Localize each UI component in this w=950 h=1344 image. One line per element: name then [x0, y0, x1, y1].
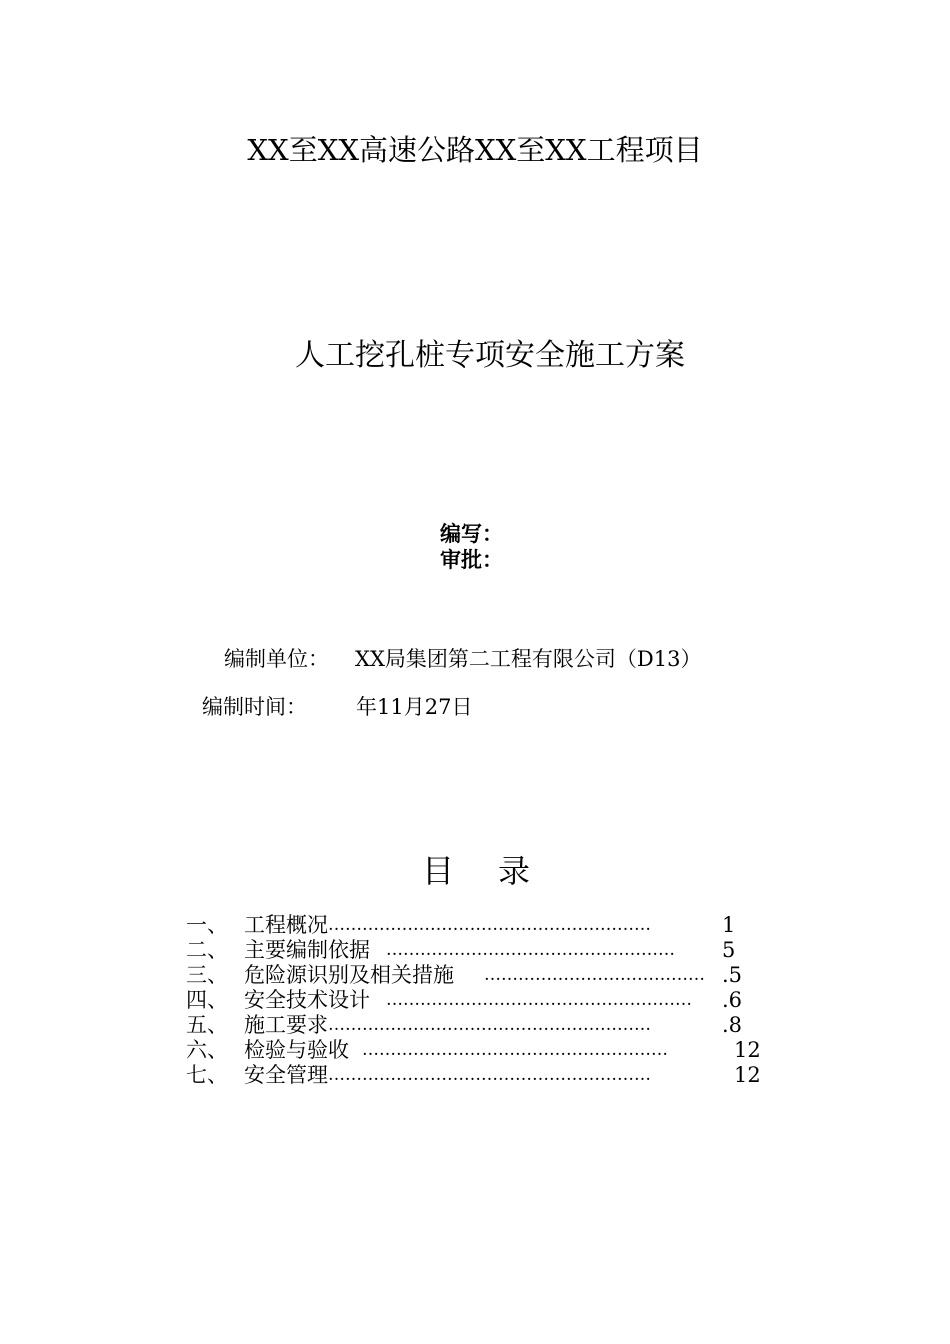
document-title: 人工挖孔桩专项安全施工方案: [295, 338, 685, 373]
toc-item[interactable]: [186, 1063, 786, 1088]
toc-item-number: 五、: [186, 1013, 228, 1037]
project-title: XX至XX高速公路XX至XX工程项目: [247, 133, 703, 167]
toc-item-page: .8: [722, 1013, 743, 1037]
compiling-unit-value: XX局集团第二工程有限公司（D13）: [355, 647, 702, 671]
toc-item-page: 12: [734, 1038, 761, 1062]
toc-item-leader: …………………………………………………: [328, 1015, 651, 1035]
toc-item-title: 危险源识别及相关措施: [244, 963, 454, 987]
compiling-unit-label: 编制单位：: [224, 647, 329, 671]
toc-item-page: .5: [722, 963, 743, 987]
compiling-date-label: 编制时间：: [202, 695, 307, 719]
toc-heading: [422, 846, 530, 892]
toc-item-page: 5: [722, 938, 736, 962]
toc-item-number: 七、: [186, 1063, 228, 1087]
toc-item-leader: ………………………………………………: [362, 1040, 668, 1060]
approved-by-label: 审批：: [440, 548, 503, 572]
toc-item-title: 工程概况: [244, 913, 328, 937]
toc-item-leader: …………………………………: [484, 965, 705, 985]
toc-item-title: 施工要求: [244, 1013, 328, 1037]
toc-item-leader: ………………………………………………: [386, 990, 692, 1010]
toc-item-title: 检验与验收: [244, 1038, 349, 1062]
toc-item-leader: …………………………………………………: [328, 915, 651, 935]
toc-item[interactable]: [186, 988, 786, 1013]
compiling-date-value: 年11月27日: [356, 695, 473, 719]
toc-item-number: 四、: [186, 988, 228, 1012]
toc-item[interactable]: [186, 1038, 786, 1063]
toc-heading-char-2: 录: [498, 852, 531, 890]
toc-item[interactable]: [186, 938, 786, 963]
toc-item-title: 安全管理: [244, 1063, 328, 1087]
toc-item-number: 二、: [186, 938, 228, 962]
toc-item-number: 一、: [186, 913, 228, 937]
toc-item[interactable]: [186, 913, 786, 938]
toc-heading-char-1: 目: [422, 852, 455, 890]
toc-item-leader: ……………………………………………: [386, 940, 675, 960]
toc-item-leader: …………………………………………………: [328, 1065, 651, 1085]
toc-item-title: 安全技术设计: [244, 988, 370, 1012]
toc-item-number: 六、: [186, 1038, 228, 1062]
toc-item-page: 1: [722, 913, 736, 937]
toc-item-title: 主要编制依据: [244, 938, 370, 962]
toc-item[interactable]: [186, 963, 786, 988]
toc-item[interactable]: [186, 1013, 786, 1038]
toc-item-page: 12: [734, 1063, 761, 1087]
written-by-label: 编写：: [440, 522, 503, 546]
table-of-contents: [186, 913, 786, 1088]
toc-item-page: .6: [722, 988, 743, 1012]
toc-item-number: 三、: [186, 963, 228, 987]
